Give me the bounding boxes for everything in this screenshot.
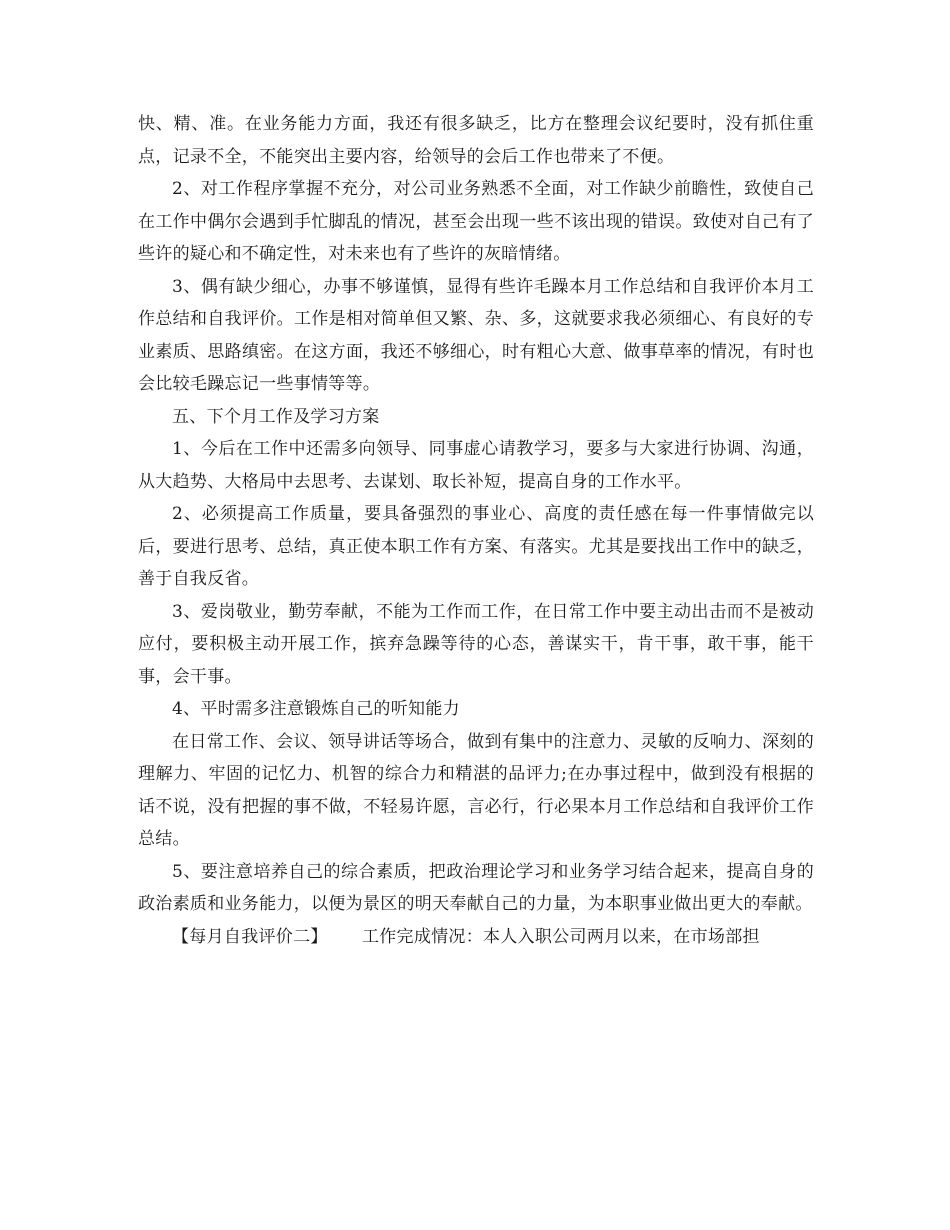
- section-heading-next-month-plan: 五、下个月工作及学习方案: [172, 406, 380, 427]
- evaluation-two-text: 工作完成情况：本人入职公司两月以来，在市场部担: [361, 926, 760, 947]
- plan-item-2: 2、必须提高工作质量，要具备强烈的事业心、高度的责任感在每一件事情做完以后，要进行思考、总结，真正使本职工作有方案、有落实。尤其是要找出工作中的缺乏，善于自我反省。: [138, 504, 814, 589]
- evaluation-two-heading: 【每月自我评价二】: [172, 926, 328, 947]
- plan-item-4: 4、平时需多注意锻炼自己的听知能力: [172, 699, 460, 719]
- plan-item-3: 3、爱岗敬业，勤劳奉献，不能为工作而工作，在日常工作中要主动出击而不是被动应付，要积极主动开展工作，摈弃急躁等待的心态，善谋实干，肯干事，敢干事，能干事，会干事。: [138, 601, 814, 687]
- paragraph-item-3: 3、偶有缺少细心，办事不够谨慎，显得有些许毛躁本月工作总结和自我评价本月工作总结和自我评价。工作是相对简单但又繁、杂、多，这就要求我必须细心、有良好的专业素质、思路缜密。在这方面，我还不够细心，时有粗心大意、做事草率的情况，有时也会比较毛躁忘记一些事情等等。: [138, 276, 814, 394]
- plan-item-4-detail: 在日常工作、会议、领导讲话等场合，做到有集中的注意力、灵敏的反响力、深刻的理解力、牢固的记忆力、机智的综合力和精湛的品评力;在办事过程中，做到没有根据的话不说，没有把握的事不做，不轻易许愿，言必行，行必果本月工作总结和自我评价工作总结。: [138, 731, 814, 849]
- plan-item-5: 5、要注意培养自己的综合素质，把政治理论学习和业务学习结合起来，提高自身的政治素质和业务能力，以便为景区的明天奉献自己的力量，为本职事业做出更大的奉献。: [138, 861, 814, 914]
- evaluation-two-line: [138, 921, 814, 954]
- plan-item-1: 1、今后在工作中还需多向领导、同事虚心请教学习，要多与大家进行协调、沟通，从大趋势、大格局中去思考、去谋划、取长补短，提高自身的工作水平。: [138, 439, 814, 492]
- document-page: [138, 108, 814, 953]
- paragraph-item-2: 2、对工作程序掌握不充分，对公司业务熟悉不全面，对工作缺少前瞻性，致使自己在工作中偶尔会遇到手忙脚乱的情况，甚至会出现一些不该出现的错误。致使对自己有了些许的疑心和不确定性，对未来也有了些许的灰暗情绪。: [138, 179, 814, 264]
- paragraph-continuation: 快、精、准。在业务能力方面，我还有很多缺乏，比方在整理会议纪要时，没有抓住重点，记录不全，不能突出主要内容，给领导的会后工作也带来了不便。: [138, 114, 814, 167]
